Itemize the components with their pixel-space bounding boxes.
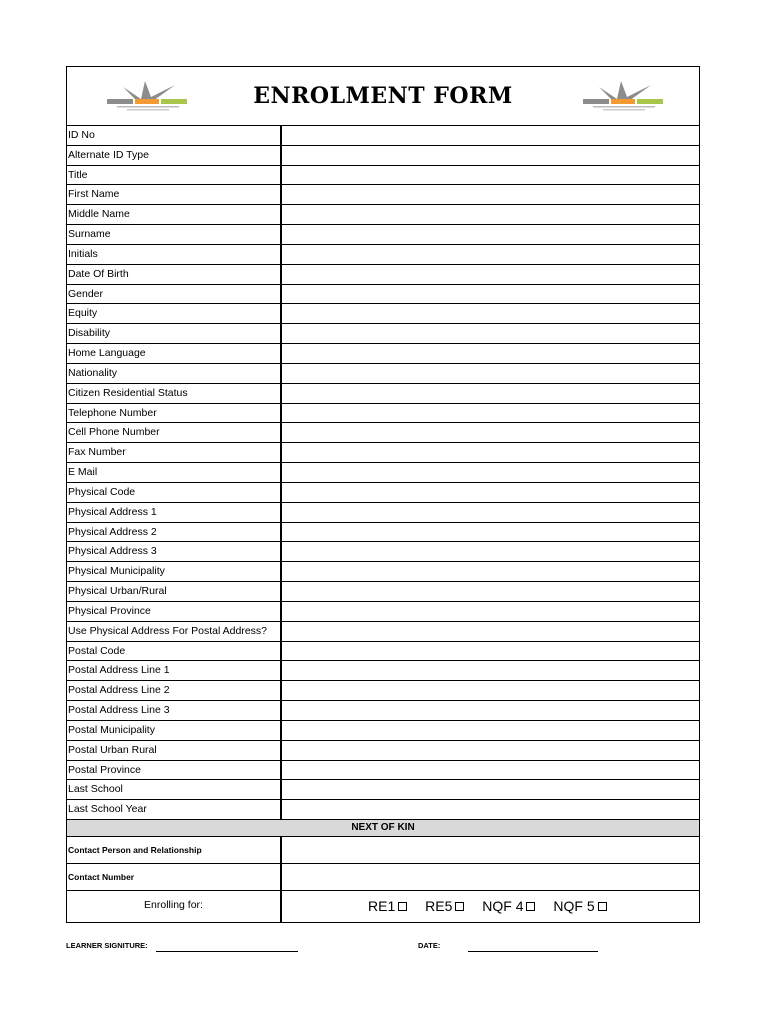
field-label: Equity xyxy=(67,304,282,323)
field-row xyxy=(67,304,699,324)
field-row xyxy=(67,721,699,741)
field-input[interactable] xyxy=(282,205,699,224)
field-row xyxy=(67,384,699,404)
field-label: Gender xyxy=(67,285,282,304)
field-input[interactable] xyxy=(282,285,699,304)
option-re5-label: RE5 xyxy=(425,897,453,914)
field-row xyxy=(67,344,699,364)
field-row xyxy=(67,146,699,166)
field-row xyxy=(67,166,699,186)
field-row xyxy=(67,423,699,443)
option-re1[interactable] xyxy=(368,898,407,914)
checkbox-re1[interactable] xyxy=(398,902,407,911)
field-input[interactable] xyxy=(282,126,699,145)
field-row xyxy=(67,602,699,622)
field-label: Physical Address 1 xyxy=(67,503,282,522)
field-row xyxy=(67,800,699,820)
field-input[interactable] xyxy=(282,483,699,502)
field-input[interactable] xyxy=(282,304,699,323)
field-row xyxy=(67,225,699,245)
option-re1-label: RE1 xyxy=(368,897,396,914)
field-row xyxy=(67,523,699,543)
enrolling-row xyxy=(67,891,699,922)
field-row xyxy=(67,661,699,681)
academy-logo-right xyxy=(579,77,669,113)
field-row xyxy=(67,285,699,305)
field-input[interactable] xyxy=(282,642,699,661)
field-row xyxy=(67,463,699,483)
field-row xyxy=(67,761,699,781)
enrolment-form xyxy=(66,66,700,923)
contact-number-row xyxy=(67,864,699,891)
field-label: Middle Name xyxy=(67,205,282,224)
field-input[interactable] xyxy=(282,404,699,423)
field-input[interactable] xyxy=(282,384,699,403)
field-row xyxy=(67,780,699,800)
field-input[interactable] xyxy=(282,503,699,522)
field-row xyxy=(67,701,699,721)
form-footer xyxy=(66,941,700,955)
option-nqf4-label: NQF 4 xyxy=(482,897,524,914)
field-input[interactable] xyxy=(282,185,699,204)
date-label: DATE: xyxy=(418,941,441,950)
field-row xyxy=(67,542,699,562)
field-input[interactable] xyxy=(282,761,699,780)
field-input[interactable] xyxy=(282,423,699,442)
field-row xyxy=(67,126,699,146)
field-input[interactable] xyxy=(282,701,699,720)
field-row xyxy=(67,562,699,582)
field-label: Cell Phone Number xyxy=(67,423,282,442)
field-input[interactable] xyxy=(282,622,699,641)
field-label: Physical Province xyxy=(67,602,282,621)
field-label: Alternate ID Type xyxy=(67,146,282,165)
field-label: Use Physical Address For Postal Address? xyxy=(67,622,282,641)
contact-person-label: Contact Person and Relationship xyxy=(67,837,282,863)
option-nqf5-label: NQF 5 xyxy=(553,897,595,914)
field-input[interactable] xyxy=(282,562,699,581)
field-row xyxy=(67,642,699,662)
field-label: Postal Province xyxy=(67,761,282,780)
option-nqf5[interactable] xyxy=(553,898,606,914)
field-label: Postal Municipality xyxy=(67,721,282,740)
field-row xyxy=(67,265,699,285)
field-input[interactable] xyxy=(282,344,699,363)
field-input[interactable] xyxy=(282,741,699,760)
signature-label: LEARNER SIGNITURE: xyxy=(66,941,148,950)
checkbox-re5[interactable] xyxy=(455,902,464,911)
field-label: Postal Urban Rural xyxy=(67,741,282,760)
field-label: Physical Municipality xyxy=(67,562,282,581)
field-input[interactable] xyxy=(282,463,699,482)
field-row xyxy=(67,245,699,265)
field-label: Physical Urban/Rural xyxy=(67,582,282,601)
field-label: Home Language xyxy=(67,344,282,363)
field-label: Date Of Birth xyxy=(67,265,282,284)
field-row xyxy=(67,582,699,602)
contact-person-field[interactable] xyxy=(282,837,699,863)
field-row xyxy=(67,681,699,701)
field-input[interactable] xyxy=(282,166,699,185)
field-input[interactable] xyxy=(282,225,699,244)
field-row xyxy=(67,404,699,424)
field-rows xyxy=(67,126,699,820)
date-line[interactable] xyxy=(468,951,598,952)
option-re5[interactable] xyxy=(425,898,464,914)
field-label: Postal Code xyxy=(67,642,282,661)
field-input[interactable] xyxy=(282,780,699,799)
field-input[interactable] xyxy=(282,721,699,740)
field-row xyxy=(67,324,699,344)
field-label: E Mail xyxy=(67,463,282,482)
field-label: Citizen Residential Status xyxy=(67,384,282,403)
field-label: Physical Address 2 xyxy=(67,523,282,542)
field-row xyxy=(67,185,699,205)
field-row xyxy=(67,622,699,642)
field-row xyxy=(67,364,699,384)
field-input[interactable] xyxy=(282,542,699,561)
form-header xyxy=(67,67,699,126)
contact-number-label: Contact Number xyxy=(67,864,282,890)
option-nqf4[interactable] xyxy=(482,898,535,914)
field-input[interactable] xyxy=(282,661,699,680)
field-row xyxy=(67,443,699,463)
field-label: Telephone Number xyxy=(67,404,282,423)
field-input[interactable] xyxy=(282,324,699,343)
field-label: Fax Number xyxy=(67,443,282,462)
field-input[interactable] xyxy=(282,602,699,621)
field-label: Physical Code xyxy=(67,483,282,502)
field-row xyxy=(67,741,699,761)
field-label: Disability xyxy=(67,324,282,343)
form-title: ENROLMENT FORM xyxy=(253,83,513,109)
field-input[interactable] xyxy=(282,443,699,462)
field-input[interactable] xyxy=(282,523,699,542)
field-label: Last School Year xyxy=(67,800,282,819)
field-label: Physical Address 3 xyxy=(67,542,282,561)
field-input[interactable] xyxy=(282,800,699,819)
field-input[interactable] xyxy=(282,364,699,383)
field-input[interactable] xyxy=(282,265,699,284)
field-label: Title xyxy=(67,166,282,185)
field-row xyxy=(67,483,699,503)
field-label: ID No xyxy=(67,126,282,145)
field-label: Surname xyxy=(67,225,282,244)
contact-number-field[interactable] xyxy=(282,864,699,890)
signature-line[interactable] xyxy=(156,951,298,952)
field-label: Postal Address Line 3 xyxy=(67,701,282,720)
next-of-kin-header: NEXT OF KIN xyxy=(67,820,699,837)
checkbox-nqf4[interactable] xyxy=(526,902,535,911)
checkbox-nqf5[interactable] xyxy=(598,902,607,911)
contact-person-row xyxy=(67,837,699,864)
field-input[interactable] xyxy=(282,681,699,700)
field-label: Postal Address Line 1 xyxy=(67,661,282,680)
field-input[interactable] xyxy=(282,146,699,165)
field-input[interactable] xyxy=(282,582,699,601)
field-input[interactable] xyxy=(282,245,699,264)
field-label: First Name xyxy=(67,185,282,204)
field-label: Nationality xyxy=(67,364,282,383)
enrolling-options xyxy=(282,891,699,922)
field-row xyxy=(67,205,699,225)
field-label: Initials xyxy=(67,245,282,264)
field-row xyxy=(67,503,699,523)
field-label: Postal Address Line 2 xyxy=(67,681,282,700)
enrolling-label: Enrolling for: xyxy=(67,891,282,922)
field-label: Last School xyxy=(67,780,282,799)
